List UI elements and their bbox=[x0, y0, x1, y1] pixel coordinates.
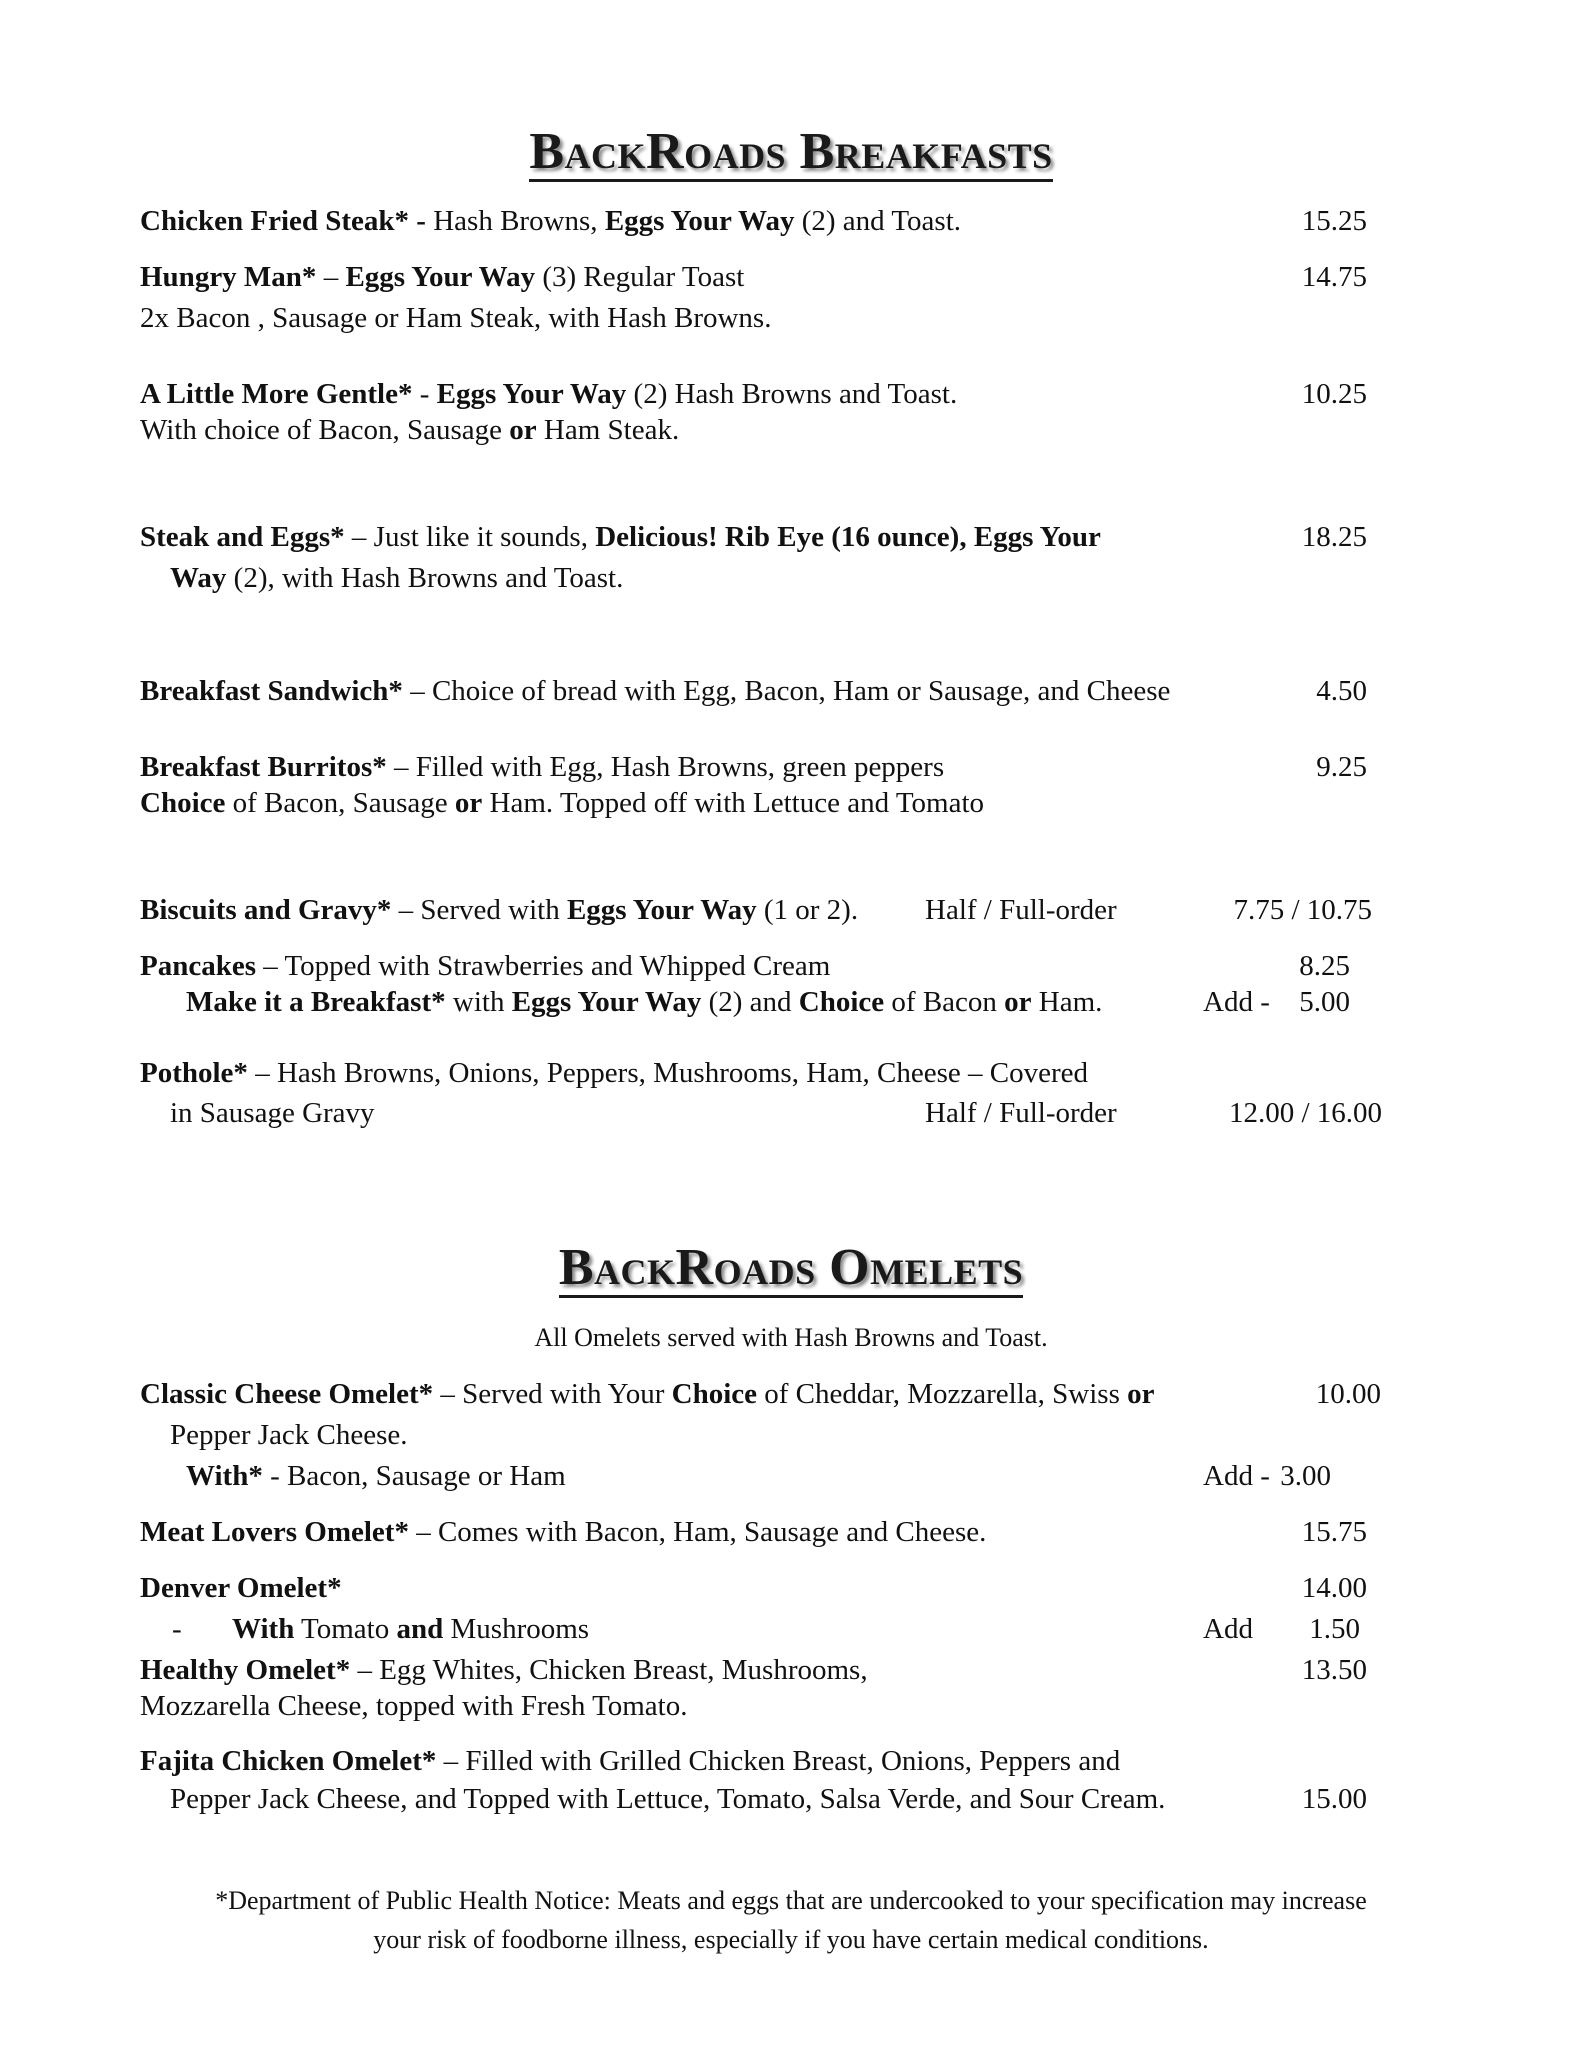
item-desc: – Just like it sounds, bbox=[344, 521, 596, 553]
item-name: Pothole* bbox=[140, 1057, 248, 1089]
health-notice-line2: your risk of foodborne illness, especially if you have certain medical conditions. bbox=[373, 1925, 1209, 1954]
item-addon bbox=[186, 1459, 566, 1493]
item-price: 12.00 / 16.00 bbox=[1228, 1097, 1382, 1129]
item-desc: (2) and bbox=[701, 986, 799, 1018]
item-desc-bold: or bbox=[1127, 1378, 1155, 1410]
item-desc-bold: or bbox=[1004, 986, 1032, 1018]
item-size-label: Half / Full-order bbox=[925, 1097, 1117, 1129]
item-addon bbox=[186, 985, 1102, 1019]
item-desc-line2 bbox=[170, 561, 623, 595]
item-desc: – Choice of bread with Egg, Bacon, Ham or Sausage, and Cheese bbox=[402, 675, 1171, 707]
item-price: 18.25 bbox=[1301, 521, 1367, 553]
item-desc: – Filled with Grilled Chicken Breast, Onions, Peppers and bbox=[436, 1745, 1121, 1777]
item-desc: Hash Browns, bbox=[425, 205, 605, 237]
item-desc-line2: Mozzarella Cheese, topped with Fresh Tomato. bbox=[140, 1690, 688, 1722]
addon-price: 5.00 bbox=[1299, 986, 1350, 1018]
item-desc-line2: 2x Bacon , Sausage or Ham Steak, with Hash Browns. bbox=[140, 302, 772, 334]
item-desc: – Served with Your bbox=[433, 1378, 672, 1410]
item-desc-bold: With bbox=[232, 1613, 295, 1645]
item-desc: – Hash Browns, Onions, Peppers, Mushrooms, Ham, Cheese – Covered bbox=[247, 1057, 1089, 1089]
health-notice-line1: *Department of Public Health Notice: Meats and eggs that are undercooked to your specification may increase bbox=[215, 1886, 1367, 1915]
addon-label: Add - bbox=[1203, 1460, 1270, 1492]
item-price: 7.75 / 10.75 bbox=[1233, 894, 1372, 926]
item-desc-bold: With* bbox=[186, 1460, 263, 1492]
omelets-title bbox=[0, 1238, 1582, 1298]
item-price: 10.00 bbox=[1315, 1378, 1381, 1410]
item-name: Classic Cheese Omelet* bbox=[140, 1378, 434, 1410]
item-name: Pancakes bbox=[140, 950, 256, 982]
breakfasts-title-text: BackRoads Breakfasts bbox=[529, 123, 1053, 180]
item-desc-bold: Choice bbox=[671, 1378, 757, 1410]
item-desc-line2 bbox=[140, 786, 984, 820]
menu-item-meat-lovers-omelet bbox=[140, 1515, 986, 1549]
item-desc-bold: and bbox=[396, 1613, 444, 1645]
menu-item-chicken-fried-steak bbox=[140, 204, 961, 238]
item-desc: Ham. Topped off with Lettuce and Tomato bbox=[482, 787, 985, 819]
item-desc: – Served with bbox=[391, 894, 567, 926]
item-desc: (1 or 2). bbox=[756, 894, 859, 926]
menu-item-biscuits-and-gravy bbox=[140, 893, 858, 927]
item-desc-line2: Pepper Jack Cheese, and Topped with Lettuce, Tomato, Salsa Verde, and Sour Cream. bbox=[170, 1783, 1166, 1815]
item-desc: (3) Regular Toast bbox=[535, 261, 745, 293]
item-size-label: Half / Full-order bbox=[925, 894, 1117, 926]
item-price: 15.25 bbox=[1301, 205, 1367, 237]
item-desc-bold: Delicious! Rib Eye (16 ounce), Eggs Your bbox=[595, 521, 1101, 553]
menu-item-classic-cheese-omelet bbox=[140, 1377, 1154, 1411]
item-desc-bold: Eggs Your Way bbox=[511, 986, 702, 1018]
item-price: 14.75 bbox=[1301, 261, 1367, 293]
item-desc-bold: or bbox=[509, 414, 537, 446]
item-desc: Mushrooms bbox=[443, 1613, 590, 1645]
item-name: Fajita Chicken Omelet* bbox=[140, 1745, 437, 1777]
item-desc: (2) and Toast. bbox=[794, 205, 962, 237]
item-desc-bold: Eggs Your Way bbox=[566, 894, 757, 926]
item-name: Hungry Man* bbox=[140, 261, 317, 293]
item-name: Meat Lovers Omelet* bbox=[140, 1516, 409, 1548]
item-desc-line2: in Sausage Gravy bbox=[170, 1097, 375, 1129]
addon-dash: - bbox=[172, 1613, 182, 1645]
omelets-title-text: BackRoads Omelets bbox=[558, 1239, 1024, 1296]
menu-item-breakfast-sandwich bbox=[140, 674, 1170, 708]
item-desc: (2), with Hash Browns and Toast. bbox=[226, 562, 624, 594]
menu-item-fajita-chicken-omelet bbox=[140, 1744, 1120, 1778]
item-desc: - Bacon, Sausage or Ham bbox=[262, 1460, 566, 1492]
item-desc-line2: Pepper Jack Cheese. bbox=[170, 1419, 408, 1451]
menu-item-pancakes bbox=[140, 949, 830, 983]
item-name: A Little More Gentle* bbox=[140, 378, 413, 410]
addon-label: Add bbox=[1203, 1613, 1253, 1645]
item-desc-bold: Choice bbox=[798, 986, 885, 1018]
menu-item-denver-omelet bbox=[140, 1571, 342, 1605]
breakfasts-title bbox=[0, 122, 1582, 182]
addon-label: Add - bbox=[1203, 986, 1270, 1018]
menu-item-breakfast-burritos bbox=[140, 750, 944, 784]
menu-item-a-little-more-gentle bbox=[140, 377, 957, 411]
item-desc: with bbox=[445, 986, 512, 1018]
item-desc: Ham. bbox=[1031, 986, 1103, 1018]
item-price: 9.25 bbox=[1316, 751, 1367, 783]
item-name: Breakfast Sandwich* bbox=[140, 675, 403, 707]
item-desc: (2) Hash Browns and Toast. bbox=[626, 378, 958, 410]
item-name: Biscuits and Gravy* bbox=[140, 894, 392, 926]
addon-price: 1.50 bbox=[1309, 1613, 1360, 1645]
menu-item-healthy-omelet bbox=[140, 1653, 868, 1687]
item-name: Healthy Omelet* bbox=[140, 1654, 351, 1686]
item-desc: – Topped with Strawberries and Whipped Cream bbox=[256, 950, 831, 982]
item-name: Denver Omelet* bbox=[140, 1572, 342, 1604]
item-price: 8.25 bbox=[1299, 950, 1350, 982]
menu-item-steak-and-eggs bbox=[140, 520, 1101, 554]
item-desc-bold: Choice bbox=[140, 787, 226, 819]
item-addon bbox=[232, 1612, 589, 1646]
item-desc: Tomato bbox=[294, 1613, 397, 1645]
item-price: 15.00 bbox=[1301, 1783, 1367, 1815]
item-name: Chicken Fried Steak* - bbox=[140, 205, 426, 237]
item-desc: Ham Steak. bbox=[536, 414, 680, 446]
item-desc: With choice of Bacon, Sausage bbox=[140, 414, 510, 446]
item-desc: of Bacon bbox=[884, 986, 1005, 1018]
item-price: 14.00 bbox=[1301, 1572, 1367, 1604]
menu-item-hungry-man bbox=[140, 260, 744, 294]
item-desc: – Comes with Bacon, Ham, Sausage and Cheese. bbox=[408, 1516, 987, 1548]
item-desc-bold: or bbox=[454, 787, 483, 819]
item-desc: of Bacon, Sausage bbox=[225, 787, 455, 819]
item-price: 15.75 bbox=[1301, 1516, 1367, 1548]
item-desc-bold: Way bbox=[170, 562, 227, 594]
omelets-subtitle: All Omelets served with Hash Browns and Toast. bbox=[534, 1323, 1048, 1352]
item-desc-bold: Eggs Your Way bbox=[345, 261, 536, 293]
item-name: Steak and Eggs* bbox=[140, 521, 345, 553]
item-name: Breakfast Burritos* bbox=[140, 751, 387, 783]
item-desc: – Filled with Egg, Hash Browns, green peppers bbox=[386, 751, 945, 783]
item-price: 13.50 bbox=[1301, 1654, 1367, 1686]
item-desc: – Egg Whites, Chicken Breast, Mushrooms, bbox=[350, 1654, 868, 1686]
addon-price: 3.00 bbox=[1280, 1460, 1331, 1492]
item-desc-bold: Make it a Breakfast* bbox=[186, 986, 446, 1018]
item-desc: – bbox=[316, 261, 346, 293]
item-price: 4.50 bbox=[1316, 675, 1367, 707]
item-desc-line2 bbox=[140, 413, 679, 447]
item-desc: - bbox=[412, 378, 437, 410]
item-desc-bold: Eggs Your Way bbox=[604, 205, 795, 237]
item-desc: of Cheddar, Mozzarella, Swiss bbox=[757, 1378, 1128, 1410]
item-desc-bold: Eggs Your Way bbox=[436, 378, 627, 410]
menu-item-pothole bbox=[140, 1056, 1088, 1090]
item-price: 10.25 bbox=[1301, 378, 1367, 410]
